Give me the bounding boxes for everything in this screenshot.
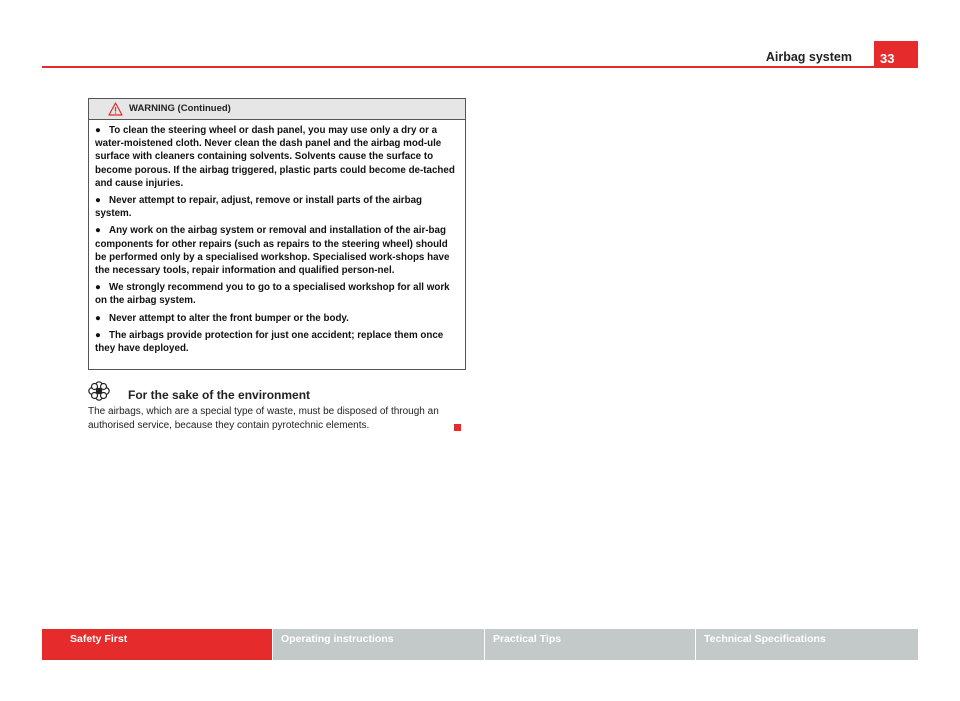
warning-box: [88, 98, 466, 370]
warning-item: ● We strongly recommend you to go to a specialised workshop for all work on the airbag system.: [95, 282, 450, 307]
warning-item: ● Any work on the airbag system or removal and installation of the air-bag components for other repairs (such as repairs to the steering wheel) should be performed only by a specialised workshop. Specialised work-shops have the necessary tools, repair information and qualified person-nel.: [95, 225, 450, 277]
tab-technical-specifications[interactable]: Technical Specifications: [696, 629, 918, 660]
environment-heading: For the sake of the environment: [128, 388, 311, 402]
tab-practical-tips[interactable]: Practical Tips: [485, 629, 695, 660]
warning-item: ● Never attempt to repair, adjust, remove or install parts of the airbag system.: [95, 195, 423, 220]
warning-item: ● The airbags provide protection for just one accident; replace them once they have deployed.: [95, 329, 444, 355]
bullet-icon: ●: [95, 329, 101, 341]
environment-text: The airbags, which are a special type of waste, must be disposed of through an authorised service, because they contain pyrotechnic elements.: [88, 406, 439, 431]
warning-header: [89, 99, 465, 120]
bullet-icon: ●: [95, 195, 101, 207]
page-number-badge: [874, 41, 918, 68]
bullet-icon: ●: [95, 312, 101, 324]
warning-triangle-icon: [108, 102, 123, 116]
bullet-icon: ●: [95, 125, 101, 136]
warning-list: [89, 120, 465, 355]
page-number: 33: [880, 51, 895, 66]
footer-nav: [42, 629, 918, 660]
warning-item: ● To clean the steering wheel or dash panel, you may use only a dry or a water-moistened cloth. Never clean the dash panel and the airbag mod-ule surface with cleaners containing solvents. Solvents cause the surface to become porous. If the airbag triggered, plastic parts could become de-tached and cause injuries.: [95, 125, 455, 189]
tab-operating-instructions[interactable]: Operating instructions: [273, 629, 484, 660]
bullet-icon: ●: [95, 282, 101, 294]
section-end-marker: [454, 424, 461, 431]
header-rule: [42, 66, 918, 68]
warning-title: WARNING (Continued): [129, 103, 231, 114]
tab-safety-first[interactable]: Safety First: [42, 629, 272, 660]
warning-item: ● Never attempt to alter the front bumper or the body.: [95, 312, 349, 324]
flower-icon: [88, 381, 110, 401]
bullet-icon: ●: [95, 225, 101, 237]
section-title: Airbag system: [765, 50, 852, 64]
